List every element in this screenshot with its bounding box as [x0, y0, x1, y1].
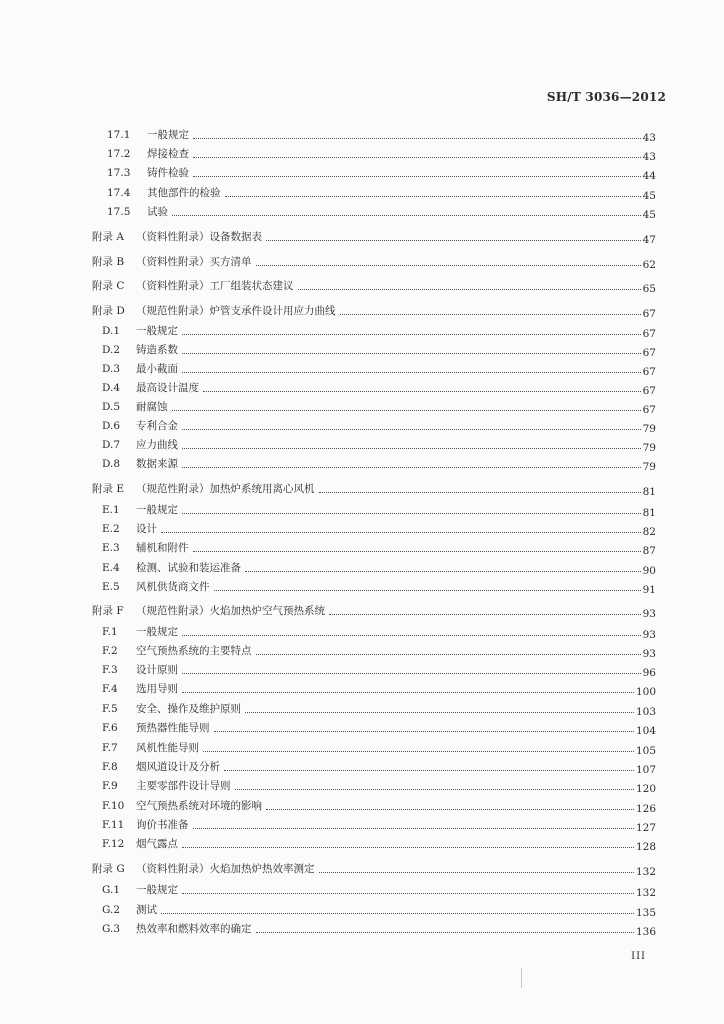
- toc-entry-title: 检测、试验和装运准备: [136, 562, 241, 574]
- toc-dot-leader: [245, 570, 641, 572]
- toc-entry-page: 67: [642, 328, 656, 340]
- toc-entry-number: 17.1: [107, 129, 131, 141]
- toc-entry-number: 17.4: [107, 187, 131, 199]
- toc-entry-title: 铸造系数: [136, 344, 178, 356]
- toc-dot-leader: [182, 634, 641, 636]
- scan-fold-mark: [521, 968, 522, 988]
- toc-entry-number: 附录 C: [92, 280, 125, 292]
- toc-entry[interactable]: [92, 249, 656, 269]
- toc-dot-leader: [182, 352, 641, 354]
- toc-entry-title: 一般规定: [136, 325, 178, 337]
- toc-entry-number: G.3: [102, 923, 121, 935]
- toc-entry[interactable]: [102, 394, 656, 414]
- toc-dot-leader: [161, 912, 634, 914]
- toc-entry-page: 67: [642, 366, 656, 378]
- toc-entry-title: 设计原则: [136, 664, 178, 676]
- toc-entry-number: D.7: [102, 439, 121, 451]
- toc-entry[interactable]: [102, 916, 656, 936]
- toc-entry-page: 45: [642, 190, 656, 202]
- toc-entry[interactable]: [102, 831, 656, 851]
- toc-entry-number: 附录 A: [92, 231, 124, 243]
- toc-dot-leader: [214, 589, 641, 591]
- toc-entry-title: 设计: [136, 523, 157, 535]
- page-number-roman: III: [631, 951, 646, 962]
- toc-entry[interactable]: [102, 574, 656, 594]
- toc-dot-leader: [256, 264, 641, 266]
- toc-entry-page: 79: [642, 442, 656, 454]
- toc-entry-title: 风机性能导则: [136, 742, 199, 754]
- toc-entry-page: 43: [642, 132, 656, 144]
- toc-dot-leader: [193, 137, 641, 139]
- toc-entry-title: 选用导则: [136, 683, 178, 695]
- toc-entry[interactable]: [102, 318, 656, 338]
- toc-entry-title: 应力曲线: [136, 439, 178, 451]
- toc-entry-page: 43: [642, 151, 656, 163]
- toc-entry[interactable]: [102, 356, 656, 376]
- toc-entry-number: E.3: [102, 542, 120, 554]
- toc-entry[interactable]: [102, 812, 656, 832]
- toc-dot-leader: [182, 691, 634, 693]
- toc-dot-leader: [193, 156, 641, 158]
- toc-dot-leader: [193, 175, 641, 177]
- toc-entry-number: 17.5: [107, 206, 131, 218]
- toc-entry-number: D.5: [102, 401, 121, 413]
- toc-entry[interactable]: [102, 619, 656, 639]
- toc-dot-leader: [298, 288, 641, 290]
- toc-dot-leader: [235, 788, 634, 790]
- toc-dot-leader: [182, 846, 634, 848]
- toc-entry[interactable]: [102, 754, 656, 774]
- toc-entry[interactable]: [107, 141, 656, 161]
- toc-entry[interactable]: [102, 516, 656, 536]
- toc-entry-title: 最小截面: [136, 363, 178, 375]
- toc-entry-number: D.3: [102, 363, 121, 375]
- toc-entry-title: （规范性附录）炉管支承件设计用应力曲线: [136, 305, 336, 317]
- toc-entry-number: 附录 G: [92, 863, 125, 875]
- toc-entry-number: D.8: [102, 458, 121, 470]
- toc-entry[interactable]: [102, 715, 656, 735]
- toc-dot-leader: [182, 428, 641, 430]
- toc-entry-title: （资料性附录）火焰加热炉热效率测定: [136, 863, 315, 875]
- toc-entry-title: （资料性附录）设备数据表: [136, 231, 262, 243]
- toc-entry-page: 81: [642, 486, 656, 498]
- toc-entry-page: 47: [642, 234, 656, 246]
- toc-entry-page: 127: [635, 822, 656, 834]
- toc-entry-title: 一般规定: [136, 504, 178, 516]
- toc-entry[interactable]: [107, 180, 656, 200]
- toc-entry-page: 103: [635, 706, 656, 718]
- toc-entry-number: F.2: [102, 645, 118, 657]
- toc-entry-page: 82: [642, 526, 656, 538]
- toc-entry[interactable]: [102, 337, 656, 357]
- toc-entry-page: 93: [642, 648, 656, 660]
- toc-entry-page: 79: [642, 461, 656, 473]
- toc-dot-leader: [182, 333, 641, 335]
- toc-entry[interactable]: [102, 555, 656, 575]
- toc-dot-leader: [161, 531, 641, 533]
- toc-entry-page: 126: [635, 803, 656, 815]
- toc-dot-leader: [182, 466, 641, 468]
- toc-entry-number: F.5: [102, 703, 118, 715]
- toc-entry[interactable]: [102, 638, 656, 658]
- toc-entry-page: 105: [635, 745, 656, 757]
- toc-dot-leader: [225, 195, 641, 197]
- toc-entry-title: 试验: [147, 206, 168, 218]
- toc-entry-number: F.3: [102, 664, 118, 676]
- toc-entry-title: 风机供货商文件: [136, 581, 210, 593]
- toc-entry-page: 132: [635, 866, 656, 878]
- toc-entry-number: E.2: [102, 523, 120, 535]
- toc-entry-title: 烟风道设计及分析: [136, 761, 220, 773]
- toc-entry-page: 104: [635, 725, 656, 737]
- toc-entry-title: 专利合金: [136, 420, 178, 432]
- toc-entry-page: 136: [635, 926, 656, 938]
- toc-dot-leader: [329, 613, 641, 615]
- toc-entry[interactable]: [102, 696, 656, 716]
- toc-entry-title: 一般规定: [136, 884, 178, 896]
- toc-entry-title: 主要零部件设计导则: [136, 780, 231, 792]
- toc-entry-number: 附录 F: [92, 605, 124, 617]
- toc-entry[interactable]: [102, 735, 656, 755]
- toc-entry-page: 65: [642, 283, 656, 295]
- toc-entry[interactable]: [92, 598, 656, 618]
- toc-entry-page: 67: [642, 385, 656, 397]
- toc-entry-page: 132: [635, 887, 656, 899]
- toc-entry-number: G.1: [102, 884, 121, 896]
- toc-entry[interactable]: [102, 535, 656, 555]
- toc-entry-number: F.10: [102, 800, 125, 812]
- toc-entry-page: 93: [642, 608, 656, 620]
- toc-entry-number: E.1: [102, 504, 120, 516]
- toc-dot-leader: [214, 730, 634, 732]
- toc-entry-page: 107: [635, 764, 656, 776]
- toc-entry-page: 67: [642, 308, 656, 320]
- toc-entry-page: 93: [642, 629, 656, 641]
- toc-entry[interactable]: [92, 224, 656, 244]
- toc-entry-number: D.1: [102, 325, 121, 337]
- toc-entry-number: 附录 B: [92, 256, 125, 268]
- toc-entry-page: 120: [635, 783, 656, 795]
- toc-entry-page: 67: [642, 404, 656, 416]
- toc-entry-title: 一般规定: [147, 129, 189, 141]
- toc-entry-title: 安全、操作及维护原则: [136, 703, 241, 715]
- toc-dot-leader: [182, 512, 641, 514]
- toc-entry-page: 67: [642, 347, 656, 359]
- toc-entry-number: F.9: [102, 780, 118, 792]
- toc-entry-page: 96: [642, 667, 656, 679]
- toc-entry-number: G.2: [102, 904, 121, 916]
- toc-dot-leader: [172, 214, 641, 216]
- toc-entry-title: （资料性附录）工厂组装状态建议: [136, 280, 294, 292]
- toc-entry[interactable]: [92, 856, 656, 876]
- toc-entry-number: D.6: [102, 420, 121, 432]
- toc-dot-leader: [319, 491, 641, 493]
- toc-entry[interactable]: [102, 413, 656, 433]
- toc-entry-number: F.8: [102, 761, 118, 773]
- toc-entry-title: 耐腐蚀: [136, 401, 168, 413]
- toc-entry-page: 135: [635, 907, 656, 919]
- toc-entry-title: 空气预热系统对环境的影响: [136, 800, 262, 812]
- toc-entry-title: （资料性附录）买方清单: [136, 256, 252, 268]
- toc-entry-number: 17.3: [107, 167, 131, 179]
- toc-entry[interactable]: [102, 897, 656, 917]
- document-code: SH/T 3036—2012: [546, 90, 666, 104]
- toc-entry-page: 100: [635, 686, 656, 698]
- toc-entry[interactable]: [107, 160, 656, 180]
- toc-entry[interactable]: [92, 476, 656, 496]
- toc-entry-title: 询价书准备: [136, 819, 189, 831]
- toc-entry-number: F.12: [102, 838, 125, 850]
- toc-entry-page: 62: [642, 259, 656, 271]
- toc-entry[interactable]: [102, 676, 656, 696]
- toc-entry[interactable]: [102, 793, 656, 813]
- toc-entry-title: 最高设计温度: [136, 382, 199, 394]
- toc-entry-page: 44: [642, 170, 656, 182]
- toc-entry-title: 空气预热系统的主要特点: [136, 645, 252, 657]
- toc-entry-number: F.6: [102, 722, 118, 734]
- toc-dot-leader: [182, 371, 641, 373]
- toc-entry-number: D.4: [102, 382, 121, 394]
- toc-dot-leader: [193, 827, 634, 829]
- toc-entry-title: 热效率和燃料效率的确定: [136, 923, 252, 935]
- toc-dot-leader: [182, 892, 634, 894]
- toc-entry-page: 87: [642, 545, 656, 557]
- toc-entry-title: 一般规定: [136, 626, 178, 638]
- toc-entry[interactable]: [102, 432, 656, 452]
- toc-entry-number: F.4: [102, 683, 118, 695]
- toc-dot-leader: [266, 808, 634, 810]
- toc-entry[interactable]: [92, 273, 656, 293]
- toc-entry-number: 17.2: [107, 148, 131, 160]
- toc-entry-page: 128: [635, 841, 656, 853]
- toc-entry-number: F.7: [102, 742, 118, 754]
- toc-entry[interactable]: [92, 298, 656, 318]
- toc-entry-title: 铸件检验: [147, 167, 189, 179]
- toc-entry-title: 焊接检查: [147, 148, 189, 160]
- toc-entry-page: 81: [642, 507, 656, 519]
- toc-entry-title: （规范性附录）加热炉系统用离心风机: [136, 483, 315, 495]
- toc-dot-leader: [224, 769, 634, 771]
- toc-entry-number: 附录 E: [92, 483, 125, 495]
- toc-dot-leader: [266, 239, 641, 241]
- toc-dot-leader: [340, 313, 641, 315]
- toc-entry[interactable]: [102, 451, 656, 471]
- toc-entry[interactable]: [102, 375, 656, 395]
- toc-entry[interactable]: [102, 657, 656, 677]
- toc-entry-number: F.11: [102, 819, 125, 831]
- toc-entry-number: 附录 D: [92, 305, 125, 317]
- toc-entry[interactable]: [102, 497, 656, 517]
- toc-entry-title: 辅机和附件: [136, 542, 189, 554]
- toc-entry-title: 测试: [136, 904, 157, 916]
- toc-entry-number: F.1: [102, 626, 118, 638]
- toc-dot-leader: [182, 672, 641, 674]
- toc-entry-page: 45: [642, 209, 656, 221]
- toc-dot-leader: [172, 409, 641, 411]
- toc-dot-leader: [319, 871, 634, 873]
- toc-dot-leader: [256, 931, 634, 933]
- toc-entry-page: 90: [642, 565, 656, 577]
- toc-entry-number: E.5: [102, 581, 120, 593]
- toc-dot-leader: [256, 653, 641, 655]
- toc-dot-leader: [203, 750, 634, 752]
- toc-entry-page: 91: [642, 584, 656, 596]
- toc-dot-leader: [182, 447, 641, 449]
- toc-entry-title: 预热器性能导则: [136, 722, 210, 734]
- toc-entry[interactable]: [102, 877, 656, 897]
- toc-entry-number: E.4: [102, 562, 120, 574]
- toc-entry[interactable]: [102, 773, 656, 793]
- toc-entry[interactable]: [107, 122, 656, 142]
- toc-dot-leader: [245, 711, 634, 713]
- toc-dot-leader: [203, 390, 641, 392]
- toc-entry[interactable]: [107, 199, 656, 219]
- toc-entry-title: 数据来源: [136, 458, 178, 470]
- toc-entry-page: 79: [642, 423, 656, 435]
- toc-entry-title: 其他部件的检验: [147, 187, 221, 199]
- toc-entry-number: D.2: [102, 344, 121, 356]
- toc-entry-title: 烟气露点: [136, 838, 178, 850]
- toc-entry-title: （规范性附录）火焰加热炉空气预热系统: [136, 605, 325, 617]
- toc-dot-leader: [193, 550, 641, 552]
